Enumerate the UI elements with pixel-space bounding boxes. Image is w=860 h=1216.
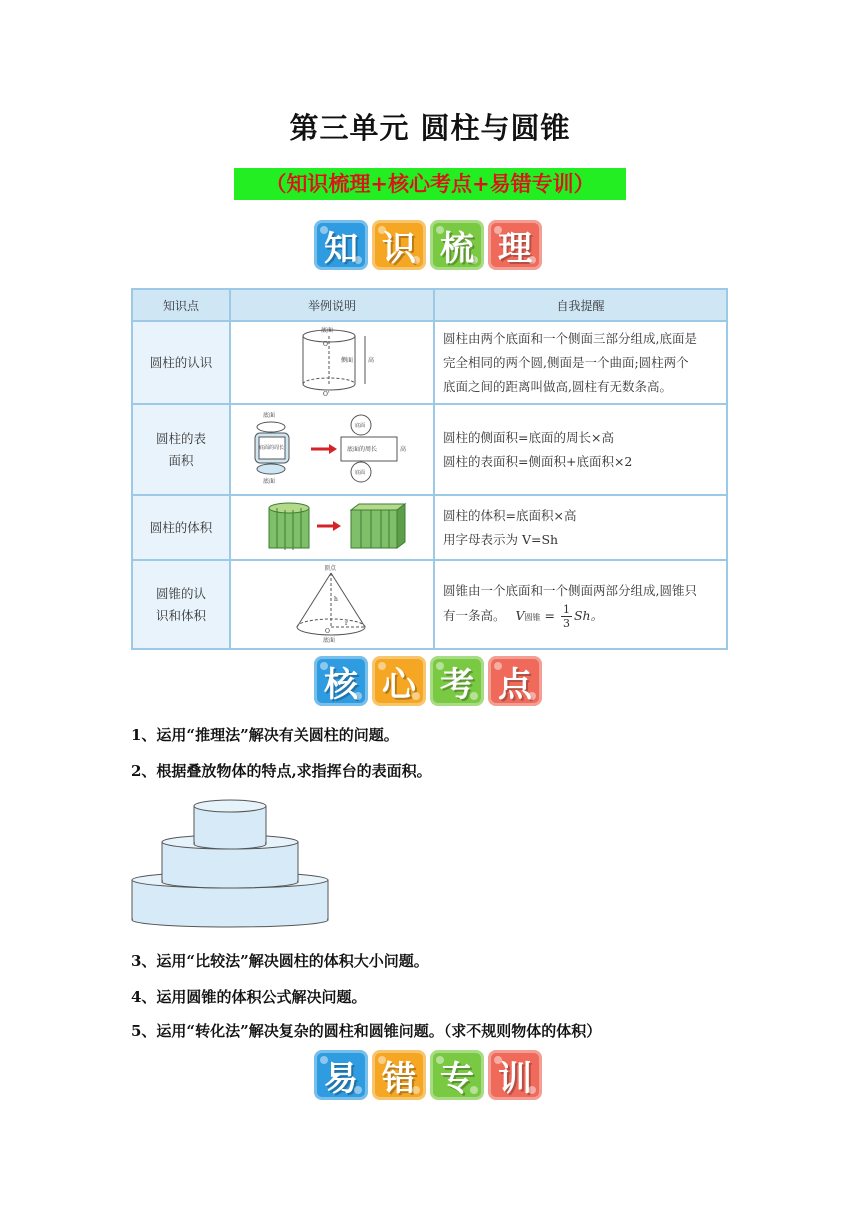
banner-tile: 错 (372, 1050, 426, 1100)
note-line: 完全相同的两个圆,侧面是一个曲面;圆柱两个 (443, 354, 689, 370)
core-point-item: 5、运用“转化法”解决复杂的圆柱和圆锥问题。（求不规则物体的体积） (131, 1022, 602, 1040)
topic-cell: 圆柱的体积 (132, 495, 230, 560)
topic-cell (132, 560, 230, 649)
banner-tile: 核 (314, 656, 368, 706)
banner-tile: 训 (488, 1050, 542, 1100)
table-row (132, 404, 727, 495)
figure-label: 底面 (323, 637, 336, 644)
figure-cell (230, 495, 434, 560)
figure-label: 高 (368, 357, 375, 364)
figure-label: O (325, 628, 330, 635)
volume-transform-figure (231, 496, 431, 556)
figure-label: h (334, 596, 338, 603)
note-cell (434, 495, 727, 560)
table-header-row (132, 289, 727, 321)
figure-label: 底面 (321, 327, 334, 334)
figure-cell (230, 404, 434, 495)
table-row (132, 560, 727, 649)
core-point-item: 2、根据叠放物体的特点,求指挥台的表面积。 (131, 762, 432, 780)
cylinder-figure (231, 322, 431, 400)
knowledge-banner (314, 220, 542, 270)
figure-label: r (345, 620, 348, 627)
figure-label: 底面 (263, 478, 276, 485)
figure-label: 顶点 (324, 565, 337, 572)
column-header: 知识点 (132, 289, 230, 321)
banner-tile: 易 (314, 1050, 368, 1100)
note-line: 圆柱的侧面积=底面的周长×高 (443, 429, 614, 445)
formula-equals: = (544, 608, 555, 623)
figure-label: 底面 (355, 470, 366, 476)
formula-rest: Sh。 (573, 608, 604, 623)
subtitle-banner: （知识梳理+核心考点+易错专训） (234, 168, 626, 200)
formula-subscript: 圆锥 (524, 613, 541, 622)
column-header: 举例说明 (230, 289, 434, 321)
banner-tile: 梳 (430, 220, 484, 270)
note-line: 圆柱的表面积=侧面积+底面积×2 (443, 453, 633, 469)
core-point-item: 4、运用圆锥的体积公式解决问题。 (131, 988, 367, 1006)
fraction-numerator: 1 (562, 603, 570, 616)
figure-label: 底面 (263, 412, 276, 419)
core-point-item: 3、运用“比较法”解决圆柱的体积大小问题。 (131, 952, 429, 970)
cone-figure (231, 561, 431, 645)
banner-tile: 专 (430, 1050, 484, 1100)
table-row (132, 495, 727, 560)
error-training-banner (314, 1050, 542, 1100)
page-title: 第三单元 圆柱与圆锥 (289, 111, 571, 145)
figure-label: 底面的周长 (347, 446, 378, 453)
core-point-item: 1、运用“推理法”解决有关圆柱的问题。 (131, 726, 399, 744)
table-row (132, 321, 727, 404)
core-points-banner (314, 656, 542, 706)
note-line (443, 603, 718, 630)
figure-label: 底面的周长 (259, 445, 285, 451)
figure-label: 侧面 (341, 357, 354, 364)
figure-label: O' (323, 391, 330, 398)
note-cell (434, 321, 727, 404)
note-line: 圆柱的体积=底面积×高 (443, 507, 577, 523)
fraction-denominator: 3 (562, 617, 570, 630)
banner-tile: 知 (314, 220, 368, 270)
formula-fraction (561, 603, 572, 630)
banner-tile: 理 (488, 220, 542, 270)
note-line: 用字母表示为 V=Sh (443, 531, 559, 547)
unfolded-cylinder-figure (231, 405, 431, 491)
figure-label: 底面 (355, 423, 366, 429)
note-cell (434, 560, 727, 649)
topic-label: 圆柱的表面积 (155, 430, 206, 468)
formula-v: V (515, 608, 525, 623)
topic-cell (132, 404, 230, 495)
figure-cell (230, 321, 434, 404)
banner-tile: 考 (430, 656, 484, 706)
banner-tile: 识 (372, 220, 426, 270)
banner-tile: 心 (372, 656, 426, 706)
topic-cell: 圆柱的认识 (132, 321, 230, 404)
figure-cell (230, 560, 434, 649)
cone-volume-formula (515, 603, 604, 630)
note-line: 圆柱由两个底面和一个侧面三部分组成,底面是 (443, 330, 697, 346)
note-line: 圆锥由一个底面和一个侧面两部分组成,圆锥只 (443, 583, 697, 598)
figure-label: O (323, 341, 328, 348)
topic-label: 圆锥的认识和体积 (155, 585, 206, 623)
figure-label: 高 (400, 446, 407, 453)
banner-tile: 点 (488, 656, 542, 706)
column-header: 自我提醒 (434, 289, 727, 321)
note-text: 有一条高。 (443, 608, 506, 623)
note-cell (434, 404, 727, 495)
knowledge-table (131, 288, 728, 650)
stacked-platform-figure (126, 792, 336, 932)
note-line: 底面之间的距离叫做高,圆柱有无数条高。 (443, 378, 672, 394)
